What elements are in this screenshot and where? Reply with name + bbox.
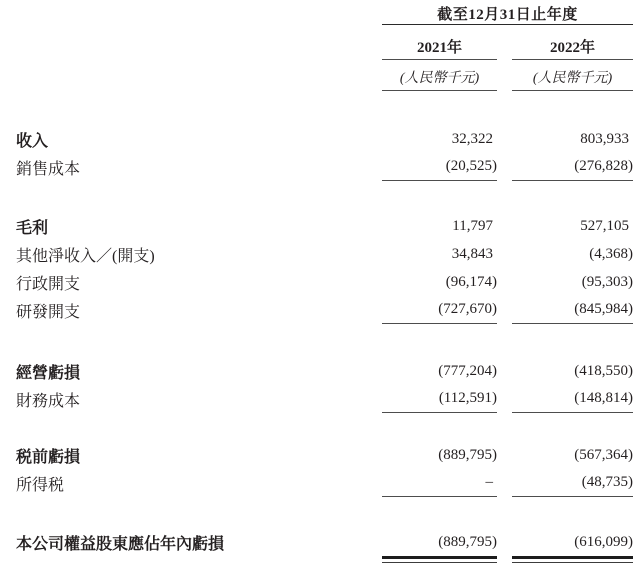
row-label-gross-profit: 毛利 xyxy=(16,219,49,237)
table-row-finance-costs xyxy=(0,385,640,413)
double-rule-2022 xyxy=(512,556,633,563)
column-gap xyxy=(497,385,512,413)
value-2022-other-net-income-expenses: (4,368) xyxy=(589,245,633,262)
row-label-cost-of-sales: 銷售成本 xyxy=(16,160,81,178)
row-label-finance-costs: 財務成本 xyxy=(16,392,81,410)
table-row-gross-profit xyxy=(0,212,640,240)
row-label-rd-expenses: 研發開支 xyxy=(16,303,81,321)
table-section xyxy=(0,125,640,181)
value-2021-other-net-income-expenses: 34,843 xyxy=(451,245,493,262)
year-column-2022: 2022年 xyxy=(512,25,633,60)
value-2022-rd-expenses: (845,984) xyxy=(512,296,633,324)
row-label-loss-before-tax: 税前虧損 xyxy=(16,448,81,466)
column-gap xyxy=(497,60,512,91)
table-row-revenue xyxy=(0,125,640,153)
value-2022-operating-loss: (418,550) xyxy=(574,362,633,379)
value-2021-finance-costs: (112,591) xyxy=(382,385,497,413)
value-2021-loss-attributable-to-equity-shareholders: (889,795) xyxy=(438,533,497,550)
table-section xyxy=(0,357,640,413)
table-section xyxy=(0,212,640,324)
unit-header-row xyxy=(382,60,633,91)
row-label-other-net-income-expenses: 其他淨收入／(開支) xyxy=(16,247,155,265)
table-row-administrative-expenses xyxy=(0,268,640,296)
header-label-spacer xyxy=(0,7,382,91)
value-2021-cost-of-sales: (20,525) xyxy=(382,153,497,181)
table-row-operating-loss xyxy=(0,357,640,385)
unit-label-2022: (人民幣千元) xyxy=(512,60,633,91)
column-gap xyxy=(497,469,512,497)
value-2021-revenue: 32,322 xyxy=(451,130,493,147)
row-label-administrative-expenses: 行政開支 xyxy=(16,275,81,293)
value-2022-revenue: 803,933 xyxy=(580,130,629,147)
value-2022-loss-before-tax: (567,364) xyxy=(574,446,633,463)
value-2021-administrative-expenses: (96,174) xyxy=(445,273,497,290)
table-section xyxy=(0,441,640,497)
table-row-rd-expenses xyxy=(0,296,640,324)
row-label-income-tax: 所得税 xyxy=(16,476,65,494)
table-row-income-tax xyxy=(0,469,640,497)
column-gap xyxy=(497,153,512,181)
column-gap xyxy=(497,268,512,296)
table-row-loss-before-tax xyxy=(0,441,640,469)
table-row-other-net-income-expenses xyxy=(0,240,640,268)
column-gap xyxy=(497,441,512,469)
column-gap xyxy=(497,25,512,60)
table-section xyxy=(0,528,640,563)
double-rule-2021 xyxy=(382,556,497,563)
column-gap xyxy=(497,125,512,153)
row-label-loss-attributable-to-equity-shareholders: 本公司權益股東應佔年內虧損 xyxy=(16,535,225,553)
table-header xyxy=(0,0,640,91)
table-row-loss-attributable-to-equity-shareholders xyxy=(0,528,640,556)
value-2021-gross-profit: 11,797 xyxy=(452,217,493,234)
row-label-revenue: 收入 xyxy=(16,132,49,150)
period-title: 截至12月31日止年度 xyxy=(382,7,633,25)
value-2021-income-tax: – xyxy=(382,469,497,497)
column-gap xyxy=(497,240,512,268)
rule-label-spacer xyxy=(0,556,382,563)
row-label-operating-loss: 經營虧損 xyxy=(16,364,81,382)
value-2022-loss-attributable-to-equity-shareholders: (616,099) xyxy=(574,533,633,550)
value-2022-gross-profit: 527,105 xyxy=(580,217,629,234)
grand-total-double-rule xyxy=(0,556,640,563)
header-columns xyxy=(382,7,633,91)
column-gap xyxy=(497,528,512,556)
unit-label-2021: (人民幣千元) xyxy=(382,60,497,91)
value-2021-rd-expenses: (727,670) xyxy=(382,296,497,324)
year-header-row xyxy=(382,25,633,60)
column-gap xyxy=(497,357,512,385)
table-body xyxy=(0,125,640,563)
column-gap xyxy=(497,556,512,563)
column-gap xyxy=(497,296,512,324)
value-2022-finance-costs: (148,814) xyxy=(512,385,633,413)
value-2021-loss-before-tax: (889,795) xyxy=(438,446,497,463)
value-2022-cost-of-sales: (276,828) xyxy=(512,153,633,181)
year-column-2021: 2021年 xyxy=(382,25,497,60)
value-2022-administrative-expenses: (95,303) xyxy=(581,273,633,290)
value-2022-income-tax: (48,735) xyxy=(512,469,633,497)
table-row-cost-of-sales xyxy=(0,153,640,181)
column-gap xyxy=(497,212,512,240)
value-2021-operating-loss: (777,204) xyxy=(438,362,497,379)
